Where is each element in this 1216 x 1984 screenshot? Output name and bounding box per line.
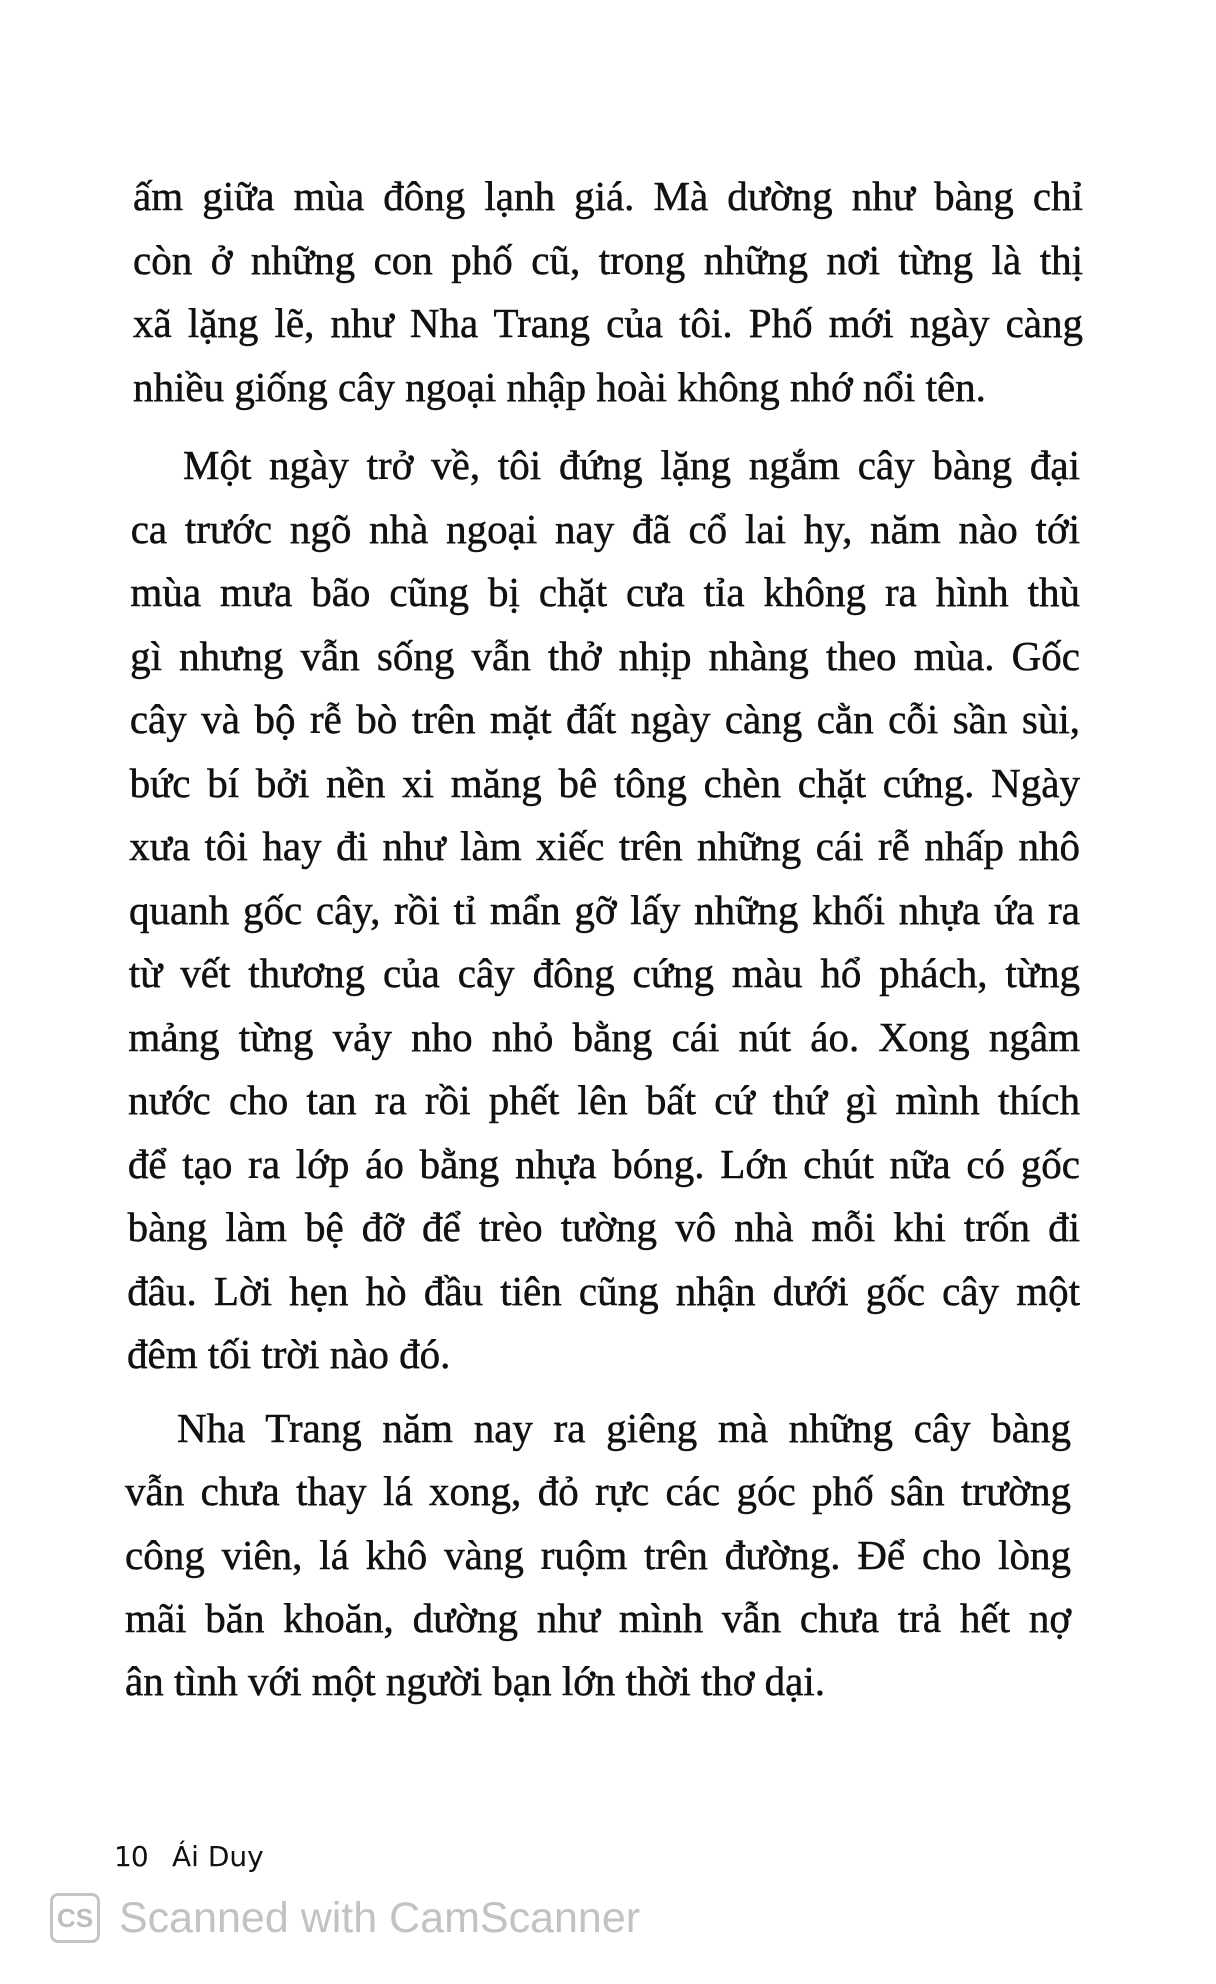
paragraph-2-line: ca trước ngõ nhà ngoại nay đã cổ lai hy, năm nào tới: [130, 505, 1080, 552]
paragraph-1-line: còn ở những con phố cũ, trong những nơi từng là thị: [133, 236, 1083, 283]
paragraph-2-line: Một ngày trở về, tôi đứng lặng ngắm cây bàng đại: [183, 442, 1080, 488]
page-number: 10: [114, 1840, 148, 1873]
camscanner-watermark: Scanned with CamScanner: [119, 1894, 641, 1942]
paragraph-2-line: từ vết thương của cây đông cứng màu hổ phách, từng: [128, 950, 1080, 996]
paragraph-2-line: gì nhưng vẫn sống vẫn thở nhịp nhàng theo mùa. Gốc: [130, 632, 1080, 679]
paragraph-3-line: công viên, lá khô vàng ruộm trên đường. Để cho lòng: [125, 1531, 1071, 1578]
camscanner-logo-icon: CS: [50, 1893, 100, 1943]
paragraph-3-line: mãi băn khoăn, dường như mình vẫn chưa trả hết nợ: [125, 1594, 1071, 1641]
paragraph-2-line: quanh gốc cây, rồi tỉ mẩn gỡ lấy những khối nhựa ứa ra: [129, 886, 1080, 933]
paragraph-2-line: để tạo ra lớp áo bằng nhựa bóng. Lớn chút nữa có gốc: [127, 1140, 1080, 1187]
paragraph-1-line: nhiều giống cây ngoại nhập hoài không nhớ nổi tên.: [133, 363, 986, 410]
paragraph-2-line: nước cho tan ra rồi phết lên bất cứ thứ gì mình thích: [128, 1077, 1080, 1123]
paragraph-1-line: ấm giữa mùa đông lạnh giá. Mà dường như bàng chỉ: [133, 173, 1083, 219]
paragraph-3-line: Nha Trang năm nay ra giêng mà những cây bàng: [177, 1405, 1071, 1451]
paragraph-2-line: đêm tối trời nào đó.: [127, 1331, 451, 1377]
paragraph-2-line: mùa mưa bão cũng bị chặt cưa tỉa không ra hình thù: [130, 569, 1080, 615]
paragraph-2-line: mảng từng vảy nho nhỏ bằng cái nút áo. Xong ngâm: [128, 1013, 1080, 1060]
paragraph-2-line: đâu. Lời hẹn hò đầu tiên cũng nhận dưới gốc cây một: [127, 1267, 1080, 1314]
paragraph-2-line: cây và bộ rễ bò trên mặt đất ngày càng cằn cỗi sần sùi,: [129, 696, 1080, 742]
paragraph-3-line: ân tình với một người bạn lớn thời thơ dại.: [125, 1658, 826, 1705]
paragraph-3-line: vẫn chưa thay lá xong, đỏ rực các góc phố sân trường: [125, 1468, 1071, 1515]
paragraph-1-line: xã lặng lẽ, như Nha Trang của tôi. Phố mới ngày càng: [133, 300, 1083, 346]
paragraph-2-line: bàng làm bệ đỡ để trèo tường vô nhà mỗi khi trốn đi: [127, 1204, 1080, 1250]
paragraph-2-line: xưa tôi hay đi như làm xiếc trên những cái rễ nhấp nhô: [129, 823, 1080, 869]
paragraph-2-line: bức bí bởi nền xi măng bê tông chèn chặt cứng. Ngày: [129, 759, 1080, 806]
running-footer-author: Ái Duy: [172, 1840, 264, 1873]
